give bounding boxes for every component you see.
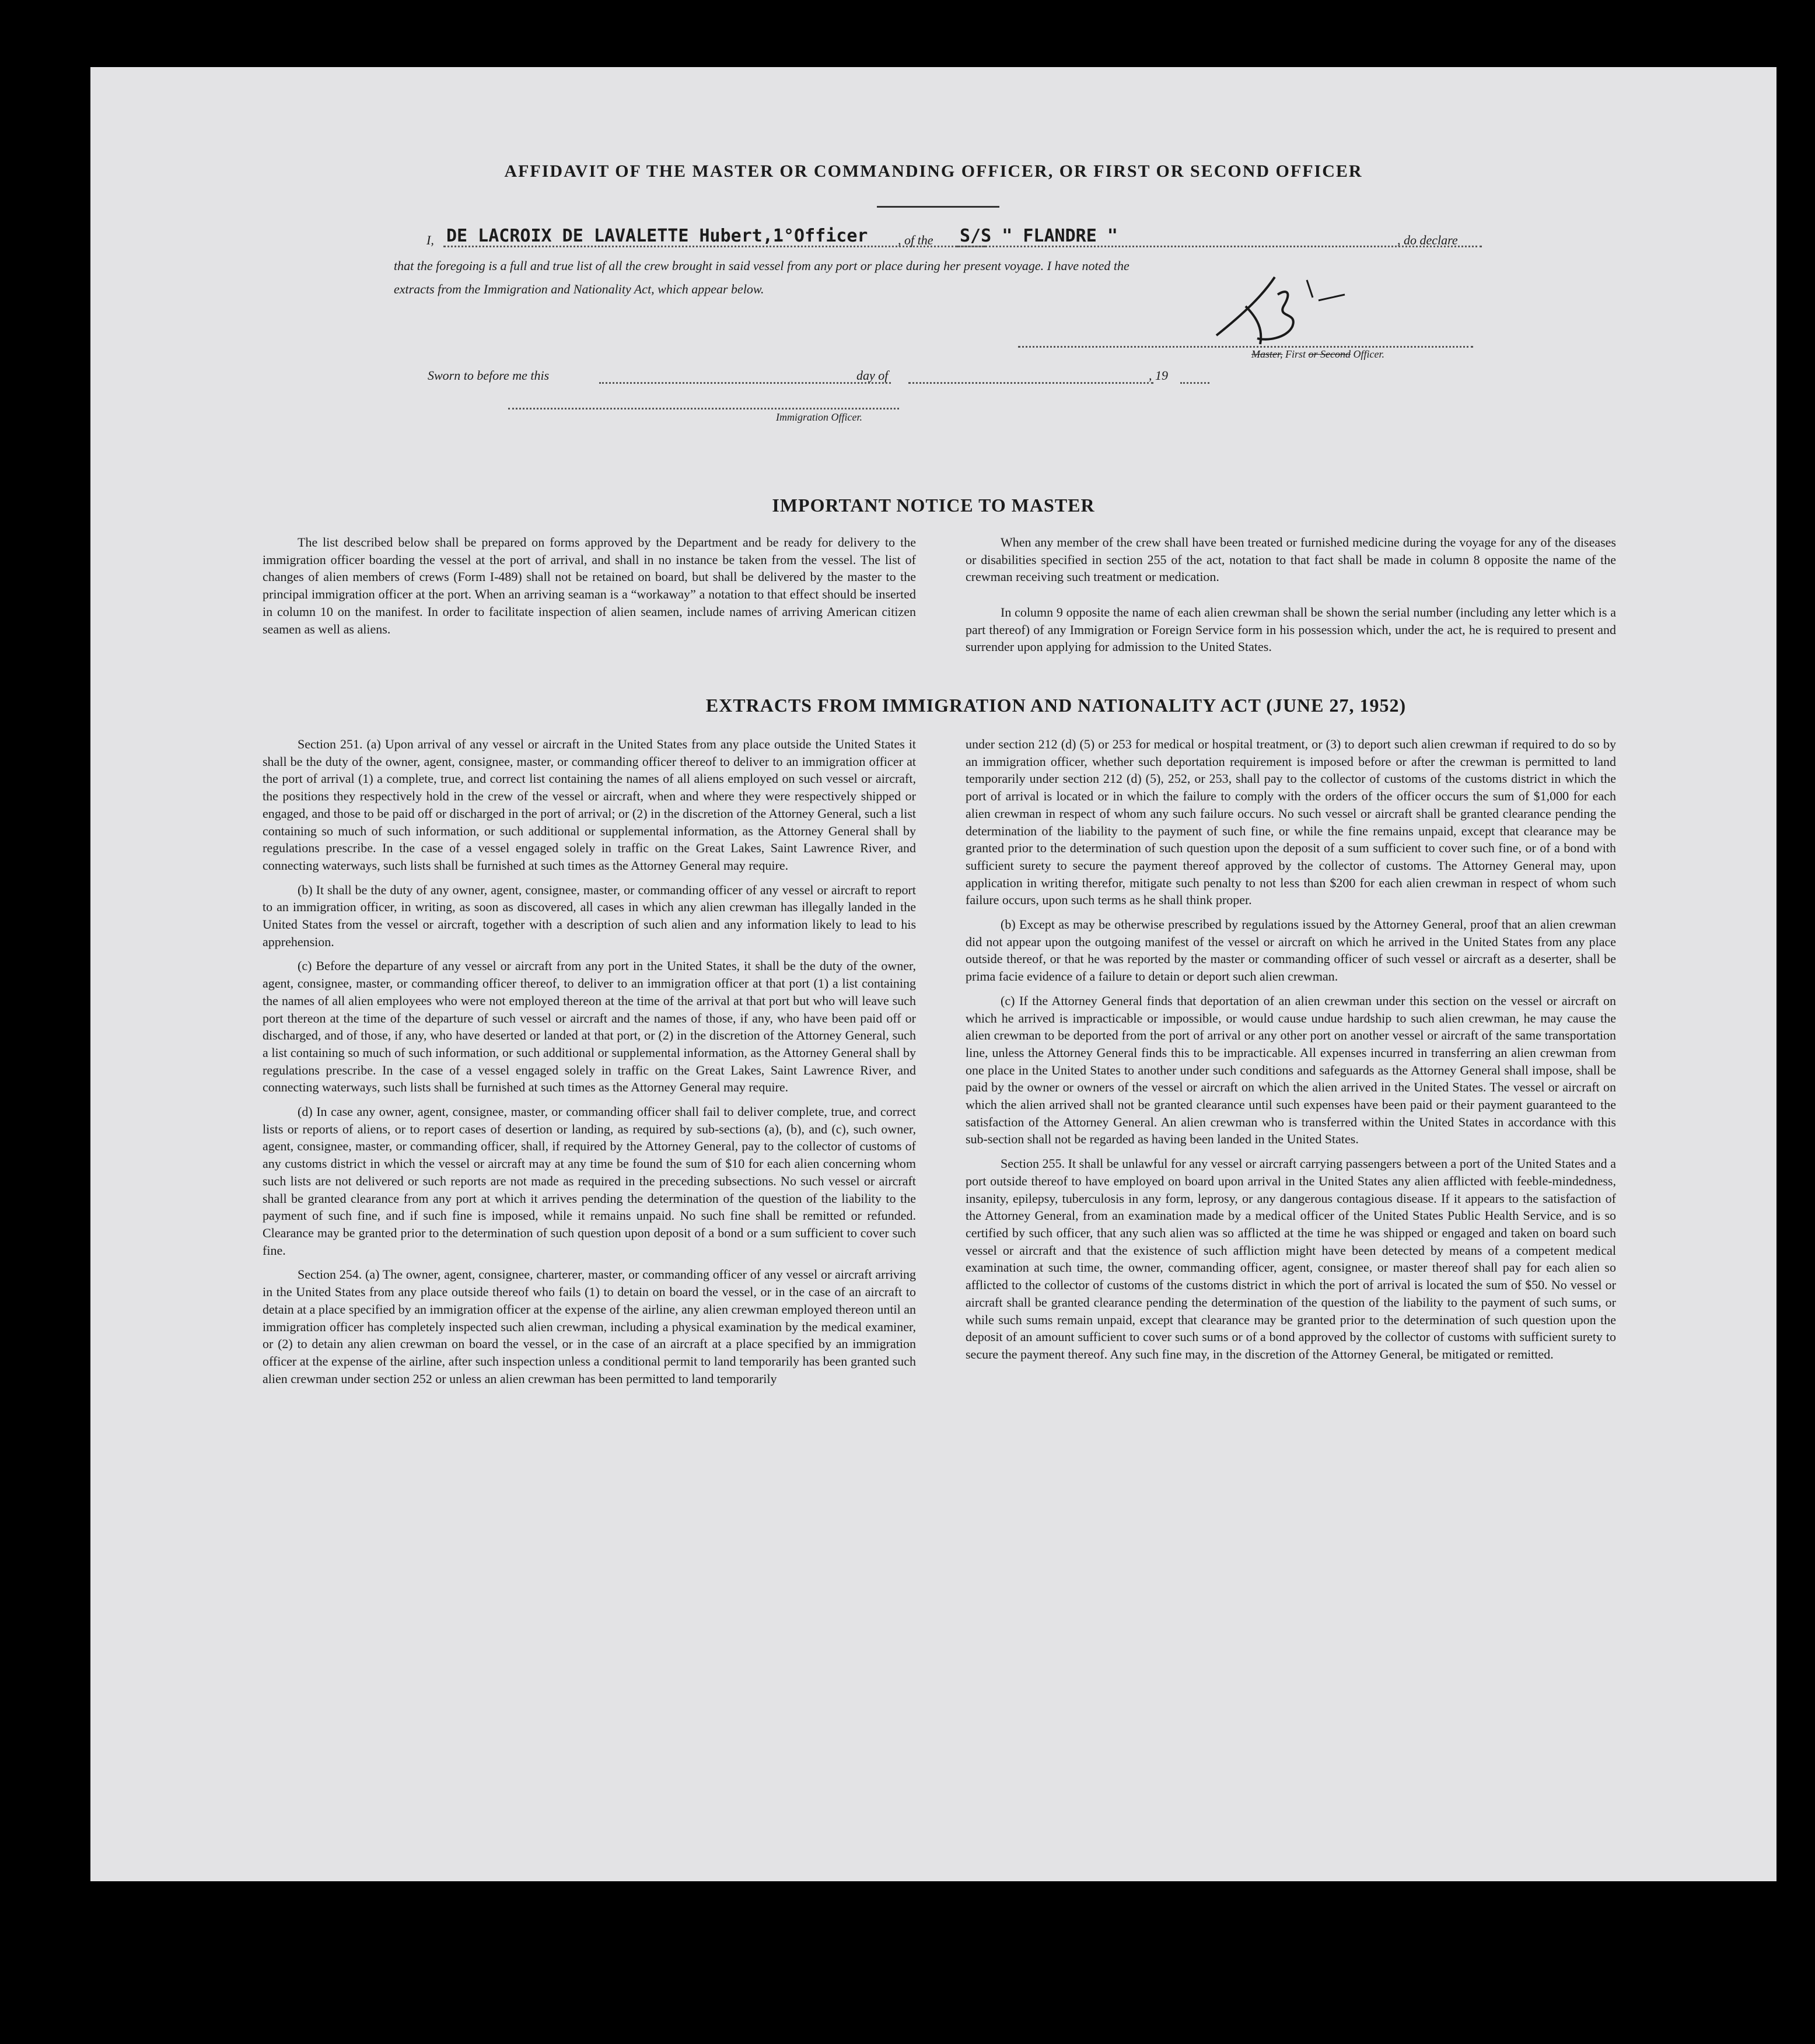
- notice-left-paragraph: The list described below shall be prepared on forms approved by the Department and be ready for delivery to the immigration officer boarding the vessel at the port of arrival, and shall in no instance be taken from the vessel. The list of changes of alien members of crews (Form I-489) shall not be retained on board, but shall be delivered by the master to the principal immigration officer at the port. When an arriving seaman is a “workaway” a notation to that effect should be inserted in column 10 on the manifest. In order to facilitate inspection of alien seamen, include names of arriving American citizen seamen as well as aliens.: [263, 535, 916, 636]
- officer-signature: [1211, 271, 1351, 353]
- section-254-b: (b) Except as may be otherwise prescribed by regulations issued by the Attorney General, proof that an alien crewman did not appear upon the outgoing manifest of the vessel or aircraft on which he arrived in the United States from any place outside thereof, or that he was reported by the master or commanding officer of such vessel or aircraft as a deserter, shall be prima facie evidence of a failure to detain or deport such alien crewman.: [966, 917, 1616, 984]
- extracts-right-column: [966, 736, 1616, 1370]
- first-label: First: [1285, 348, 1306, 360]
- title-rule: [877, 206, 999, 208]
- immigration-officer-label: Immigration Officer.: [776, 411, 862, 423]
- day-of-label: day of: [856, 368, 889, 383]
- document-page: [90, 67, 1776, 1881]
- section-251-d: (d) In case any owner, agent, consignee, master, or commanding officer shall fail to deliver complete, true, and correct lists or reports of aliens, or to report cases of desertion or landing, as required by sub-sections (a), (b), and (c), such owner, agent, consignee, master, or commanding officer, shall, if required by the Attorney General, pay to the collector of customs of any customs district in which the vessel or aircraft may at any time be found the sum of $10 for each alien concerning whom such lists are not delivered or such reports are not made as required in the preceding subsections. No such vessel or aircraft shall be granted clearance from any port at which it arrives pending the determination of the question of the liability to the payment of such fine, and if such fine is imposed, while it remains unpaid. No such fine shall be remitted or refunded. Clearance may be granted prior to the determination of such question upon deposit of a bond or a sum sufficient to cover such fine.: [263, 1104, 916, 1258]
- section-251-b: (b) It shall be the duty of any owner, agent, consignee, master, or commanding officer of any vessel or aircraft to report to an immigration officer, in writing, as soon as discovered, all cases in which any alien crewman has illegally landed in the United States from the vessel or aircraft, together with a description of such alien and any information likely to lead to his apprehension.: [263, 882, 916, 949]
- notice-title: IMPORTANT NOTICE TO MASTER: [772, 495, 1095, 516]
- declaration-line-2: extracts from the Immigration and Nationality Act, which appear below.: [394, 282, 764, 296]
- vessel-name: S/S " FLANDRE ": [960, 226, 1118, 246]
- of-the-label: , of the: [898, 233, 933, 247]
- section-251-a: Section 251. (a) Upon arrival of any vessel or aircraft in the United States from any place outside the United States it shall be the duty of the owner, agent, consignee, master, or commanding officer thereof to deliver to an immigration officer at the port of arrival (1) a complete, true, and correct list containing the names of all aliens employed on such vessel or aircraft, the positions they respectively hold in the crew of the vessel or aircraft, when and where they were respectively shipped or engaged, and those to be paid off or discharged in the port of arrival; or (2) in the discretion of the Attorney General, such a list containing so much of such information, or such additional or supplemental information, as the Attorney General shall by regulations prescribe. In the case of a vessel engaged solely in traffic on the Great Lakes, Saint Lawrence River, and connecting waterways, such lists shall be furnished at such times as the Attorney General may require.: [263, 737, 916, 873]
- do-declare-label: , do declare: [1397, 233, 1458, 247]
- or-second-struck: or Second: [1308, 348, 1351, 360]
- officer-label: Officer.: [1353, 348, 1384, 360]
- sworn-label: Sworn to before me this: [428, 368, 550, 383]
- affidavit-title: AFFIDAVIT OF THE MASTER OR COMMANDING OFFICER, OR FIRST OR SECOND OFFICER: [504, 162, 1363, 181]
- officer-name: DE LACROIX DE LAVALETTE Hubert,1°Officer: [446, 226, 868, 246]
- notice-right-paragraph-1: When any member of the crew shall have been treated or furnished medicine during the voyage for any of the diseases or disabilities specified in section 255 of the act, notation to that fact shall be made in column 8 opposite the name of the crewman receiving such treatment or medication.: [966, 535, 1616, 584]
- section-251-c: (c) Before the departure of any vessel or aircraft from any port in the United States, it shall be the duty of the owner, agent, consignee, master, or commanding officer thereof, to deliver to an immigration officer at that port (1) a list containing the names of all alien employees who were not employed thereon at the time of the arrival at that port but who will leave such port thereon at the time of the departure of such vessel or aircraft and the names of those, if any, who have been paid off or discharged, and of those, if any, who have deserted or landed at that port, or (2) in the discretion of the Attorney General, such a list containing so much of such information, or such additional or supplemental information, as the Attorney General shall by regulations prescribe. In the case of a vessel engaged solely in traffic on the Great Lakes, Saint Lawrence River, and connecting waterways, such lists shall be furnished at such times as the Attorney General may require.: [263, 958, 916, 1095]
- section-254-c: (c) If the Attorney General finds that deportation of an alien crewman under this section on the vessel or aircraft on which he arrived is impracticable or impossible, or would cause undue hardship to such alien crewman, he may cause the alien crewman to be deported from the port of arrival or any other port on another vessel or aircraft of the same transportation line, unless the Attorney General finds this to be impracticable. All expenses incurred in transferring an alien crewman from one place in the United States to another under such conditions and safeguards as the Attorney General shall impose, shall be paid by the owner or owners of the vessel or aircraft on which the alien arrived in the United States. The vessel or aircraft on which the alien arrived shall not be granted clearance until such expenses have been paid or their payment guaranteed to the satisfaction of the Attorney General. An alien crewman who is transferred within the United States in accordance with this sub-section shall not be regarded as having been landed in the United States.: [966, 993, 1616, 1147]
- section-254-a-continued: under section 212 (d) (5) or 253 for medical or hospital treatment, or (3) to deport such alien crewman if required to do so by an immigration officer, whether such deportation requirement is imposed before or after the crewman is permitted to land temporarily under section 212 (d) (5), 252, or 253, shall pay to the collector of customs of the customs district in which the port of arrival is located or in which the failure to comply with the orders of the officer occurs the sum of $1,000 for each alien crewman in respect of whom any such failure occurs. No such vessel or aircraft shall be granted clearance pending the determination of the liability to the payment of such fine, or while the fine remains unpaid, except that clearance may be granted prior to the determination of such question upon the deposit of a sum sufficient to cover such fine, or of a bond with sufficient surety to secure the payment thereof approved by the collector of customs. The Attorney General may, upon application in writing therefor, mitigate such penalty to not less than $200 for each alien crewman in respect of whom such failure occurs, upon such terms as he shall think proper.: [966, 737, 1616, 908]
- master-struck: Master,: [1251, 348, 1283, 360]
- section-254-a: Section 254. (a) The owner, agent, consignee, charterer, master, or commanding officer of any vessel or aircraft arriving in the United States from any place outside thereof who fails (1) to detain on board the vessel, or in the case of an aircraft to detain at a place specified by an immigration officer at the expense of the airline, any alien crewman employed thereon until an immigration officer has completely inspected such alien crewman, including a physical examination by the medical examiner, or (2) to detain any alien crewman on board the vessel, or in the case of an aircraft at a place specified by an immigration officer at the expense of the airline, after such inspection unless a conditional permit to land temporarily has been granted such alien crewman under section 252 or unless an alien crewman has been permitted to land temporarily: [263, 1267, 916, 1386]
- notice-right-paragraph-2: In column 9 opposite the name of each alien crewman shall be shown the serial number (including any letter which is a part thereof) of any Immigration or Foreign Service form in his possession which, under the act, he is required to present and surrender upon applying for admission to the United States.: [966, 605, 1616, 654]
- section-255: Section 255. It shall be unlawful for any vessel or aircraft carrying passengers between a port of the United States and a port outside thereof to have employed on board upon arrival in the United States any alien afflicted with feeble-mindedness, insanity, epilepsy, tuberculosis in any form, leprosy, or any dangerous contagious disease. If it appears to the satisfaction of the Attorney General, from an examination made by a medical officer of the United States Public Health Service, and is so certified by such officer, that any such alien was so afflicted at the time he was shipped or engaged and taken on board such vessel or aircraft and that the existence of such affliction might have been detected by means of a competent medical examination at such time, the owner, commanding officer, agent, consignee, or master thereof shall pay for each alien so afflicted to the collector of customs of the customs district in which the port of arrival is located the sum of $50. No vessel or aircraft shall be granted clearance pending the determination of the question of the liability to the payment of such sums, or while such sums remain unpaid, except that clearance may be granted prior to the determination of such question upon the deposit of an amount sufficient to cover such sums or of a bond approved by the collector of customs with sufficient surety to secure the payment thereof. Any such fine may, in the discretion of the Attorney General, be mitigated or remitted.: [966, 1156, 1616, 1362]
- year-label: , 19: [1149, 368, 1168, 383]
- extracts-title: EXTRACTS FROM IMMIGRATION AND NATIONALITY ACT (JUNE 27, 1952): [705, 695, 1407, 716]
- extracts-left-column: [263, 736, 916, 1394]
- declaration-line-1: that the foregoing is a full and true list of all the crew brought in said vessel from any port or place during her present voyage. I have noted the: [394, 258, 1129, 273]
- i-label: I,: [426, 233, 434, 247]
